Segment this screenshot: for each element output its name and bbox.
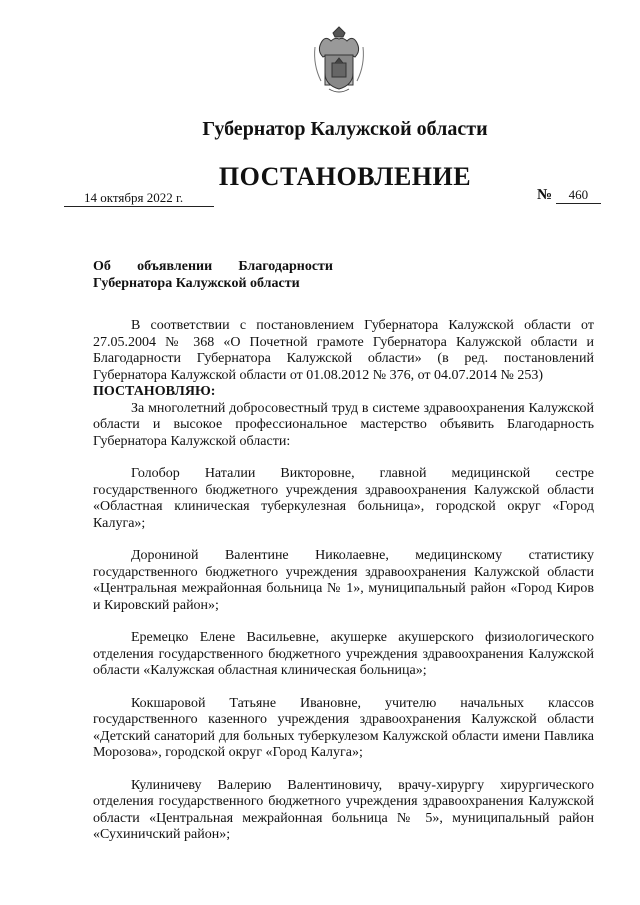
document-number-block bbox=[537, 187, 601, 204]
announcement-paragraph: За многолетний добросовестный труд в системе здравоохранения Калужской области и высокое профессиональное мастерство объявить Благодарность Губернатора Калужской области: bbox=[93, 400, 594, 449]
awardee-paragraph: Еремецко Елене Васильевне, акушерке акушерского физиологического отделения государственного бюджетного учреждения здравоохранения Калужской области «Калужская областная клиническая больница»; bbox=[93, 630, 594, 678]
coat-of-arms-emblem bbox=[311, 25, 367, 95]
awardee-paragraph: Дорониной Валентине Николаевне, медицинскому статистику государственного бюджетного учреждения здравоохранения Калужской области «Центральная межрайонная больница № 1», муниципальный район «Город Киров и Кировский район»; bbox=[93, 548, 594, 613]
subject-line-1 bbox=[93, 258, 333, 275]
intro-paragraph: В соответствии с постановлением Губернатора Калужской области от 27.05.2004 № 368 «О Почетной грамоте Губернатора Калужской области и Благодарности Губернатора Калужской области» (в ред. постановлений Губернатора Калужской области от 01.08.2012 № 376, от 04.07.2014 № 253) bbox=[93, 318, 594, 383]
document-subject bbox=[93, 258, 333, 292]
number-label: № bbox=[537, 187, 553, 203]
subject-word: объявлении bbox=[137, 259, 213, 274]
document-body bbox=[93, 318, 594, 844]
document-date: 14 октября 2022 г. bbox=[64, 189, 214, 207]
awardee-paragraph: Кулиничеву Валерию Валентиновичу, врачу-хирургу хирургического отделения государственного бюджетного учреждения здравоохранения Калужской области «Центральная межрайонная больница № 5», муниципальный район «Сухиничский район»; bbox=[93, 777, 594, 842]
subject-word: Благодарности bbox=[238, 259, 333, 274]
document-number: 460 bbox=[556, 187, 601, 204]
issuing-authority: Губернатор Калужской области bbox=[202, 118, 488, 140]
subject-word: Об bbox=[93, 259, 111, 274]
decree-word: ПОСТАНОВЛЯЮ: bbox=[93, 384, 216, 399]
document-type-title: ПОСТАНОВЛЕНИЕ bbox=[218, 162, 472, 191]
subject-line-2: Губернатора Калужской области bbox=[93, 276, 300, 291]
awardee-paragraph: Кокшаровой Татьяне Ивановне, учителю начальных классов государственного казенного учреждения здравоохранения Калужской области «Детский санаторий для больных туберкулезом Калужской области имени Павлика Морозова», городской округ «Город Калуга»; bbox=[93, 695, 594, 760]
awardee-paragraph: Голобор Наталии Викторовне, главной медицинской сестре государственного бюджетного учреждения здравоохранения Калужской области «Областная клиническая туберкулезная больница», городской округ «Город Калуга»; bbox=[93, 466, 594, 531]
